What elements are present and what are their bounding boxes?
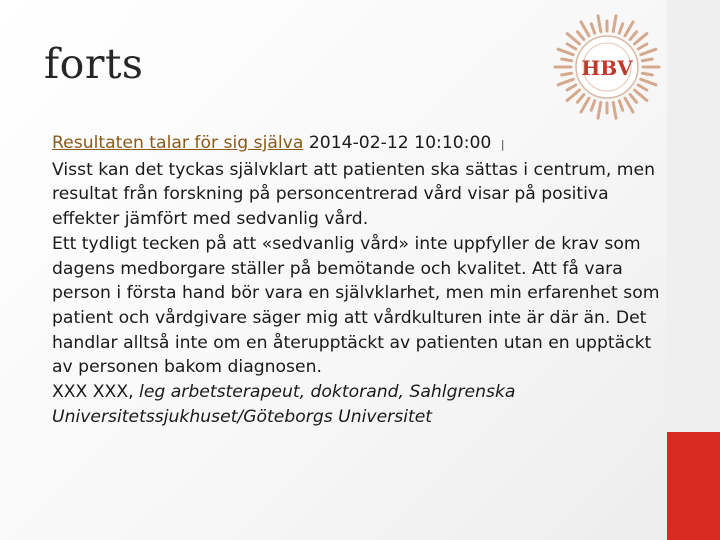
paragraph-1: Visst kan det tyckas självklart att patienten ska sättas i centrum, men resultat från forskning på personcentrerad vård visar på positiva effekter jämfört med sedvanlig vård. [52,159,656,230]
separator: | [500,138,505,151]
article-link[interactable]: Resultaten talar för sig själva [52,133,304,153]
slide-title: forts [44,40,144,88]
slide-content [52,131,664,429]
entry-header [52,131,664,158]
timestamp: 2014-02-12 10:10:00 [308,133,492,153]
signature-name: XXX XXX, [52,382,134,403]
logo-text: HBV [581,56,633,80]
signature-role: leg arbetsterapeut, doktorand, Sahlgrenska Universitetssjukhuset/Göteborgs Universitet [52,382,516,427]
right-side-bar [667,0,720,540]
paragraph-2: Ett tydligt tecken på att «sedvanlig vård» inte uppfyller de krav som dagens medborgare ställer på bemötande och kvalitet. Att få vara person i första hand bör vara en självklarhet, men min erfarenhet som patient och vårdgivare säger mig att vårdkulturen inte är där än. Det handlar alltså inte om en återupptäckt av patienten utan en upptäckt av personen bakom diagnosen. [52,233,660,378]
hbv-logo [552,13,662,121]
red-accent-block [667,432,720,540]
signature [52,380,664,429]
